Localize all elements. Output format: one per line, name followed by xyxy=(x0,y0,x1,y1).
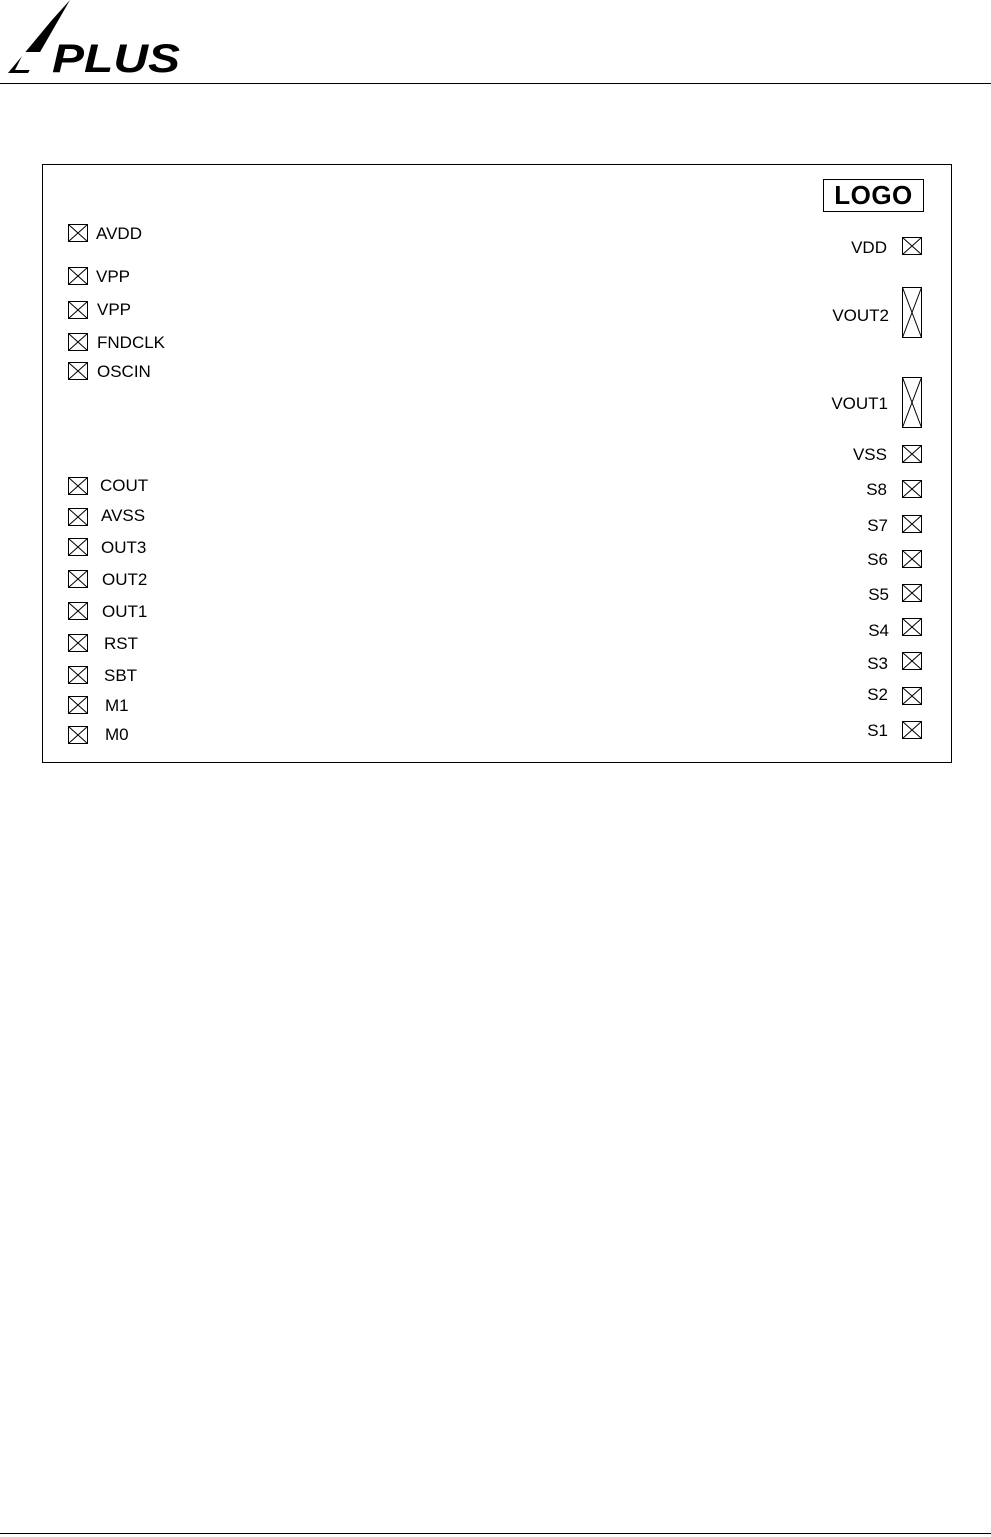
bond-pad-icon xyxy=(68,333,88,351)
bond-pad-icon xyxy=(68,267,88,285)
footer-divider xyxy=(0,1533,991,1534)
bond-pad-icon xyxy=(902,480,922,498)
pad-label-vdd: VDD xyxy=(851,238,887,257)
aplus-logo-icon xyxy=(0,0,185,80)
bond-pad-icon xyxy=(902,550,922,568)
header-divider xyxy=(0,83,991,84)
bond-pad-icon xyxy=(902,721,922,739)
pad-label-rst: RST xyxy=(104,634,138,653)
bond-pad-icon xyxy=(68,508,88,526)
bond-pad-icon xyxy=(68,666,88,684)
chip-logo: LOGO xyxy=(823,179,924,212)
pad-label-avss: AVSS xyxy=(101,506,146,525)
pad-label-avdd: AVDD xyxy=(96,224,142,243)
bond-pad-icon xyxy=(68,570,88,588)
bond-pad-icon xyxy=(68,538,88,556)
bond-pad-icon xyxy=(68,301,88,319)
pad-label-out1: OUT1 xyxy=(102,602,148,621)
bond-pad-icon xyxy=(68,634,88,652)
bond-pad-icon xyxy=(68,477,88,495)
pad-label-s3: S3 xyxy=(867,654,888,673)
bond-pad-icon xyxy=(902,445,922,463)
bond-pad-icon xyxy=(902,687,922,705)
bond-pad-icon xyxy=(902,652,922,670)
bond-pad-icon xyxy=(68,224,88,242)
pad-label-vpp: VPP xyxy=(96,267,131,286)
bond-pad-icon xyxy=(902,287,922,338)
pad-label-s2: S2 xyxy=(867,685,888,704)
bond-pad-icon xyxy=(902,377,922,428)
pad-label-fndclk: FNDCLK xyxy=(97,333,166,352)
bond-pad-icon xyxy=(68,726,88,744)
bond-pad-icon xyxy=(902,237,922,255)
bond-pad-icon xyxy=(68,602,88,620)
brand-text: PLUS xyxy=(52,37,181,80)
bond-pad-icon xyxy=(902,515,922,533)
pad-label-s6: S6 xyxy=(867,550,888,569)
pad-label-out2: OUT2 xyxy=(102,570,148,589)
pad-label-m0: M0 xyxy=(105,725,129,744)
pad-label-vpp: VPP xyxy=(97,300,132,319)
pad-label-vss: VSS xyxy=(852,445,887,464)
pad-label-s8: S8 xyxy=(866,480,887,499)
pad-label-s1: S1 xyxy=(867,721,888,740)
pad-label-sbt: SBT xyxy=(104,666,138,685)
bond-pad-icon xyxy=(902,584,922,602)
pad-label-s5: S5 xyxy=(868,585,889,604)
pad-label-s7: S7 xyxy=(867,516,888,535)
pad-label-m1: M1 xyxy=(105,696,129,715)
pad-label-cout: COUT xyxy=(100,476,149,495)
pad-label-s4: S4 xyxy=(868,621,889,640)
bond-pad-icon xyxy=(68,696,88,714)
pad-label-oscin: OSCIN xyxy=(97,362,151,381)
bond-pad-icon xyxy=(68,362,88,380)
pad-label-vout2: VOUT2 xyxy=(832,306,889,325)
pad-label-out3: OUT3 xyxy=(101,538,147,557)
pad-label-vout1: VOUT1 xyxy=(831,394,888,413)
bond-pad-icon xyxy=(902,618,922,636)
